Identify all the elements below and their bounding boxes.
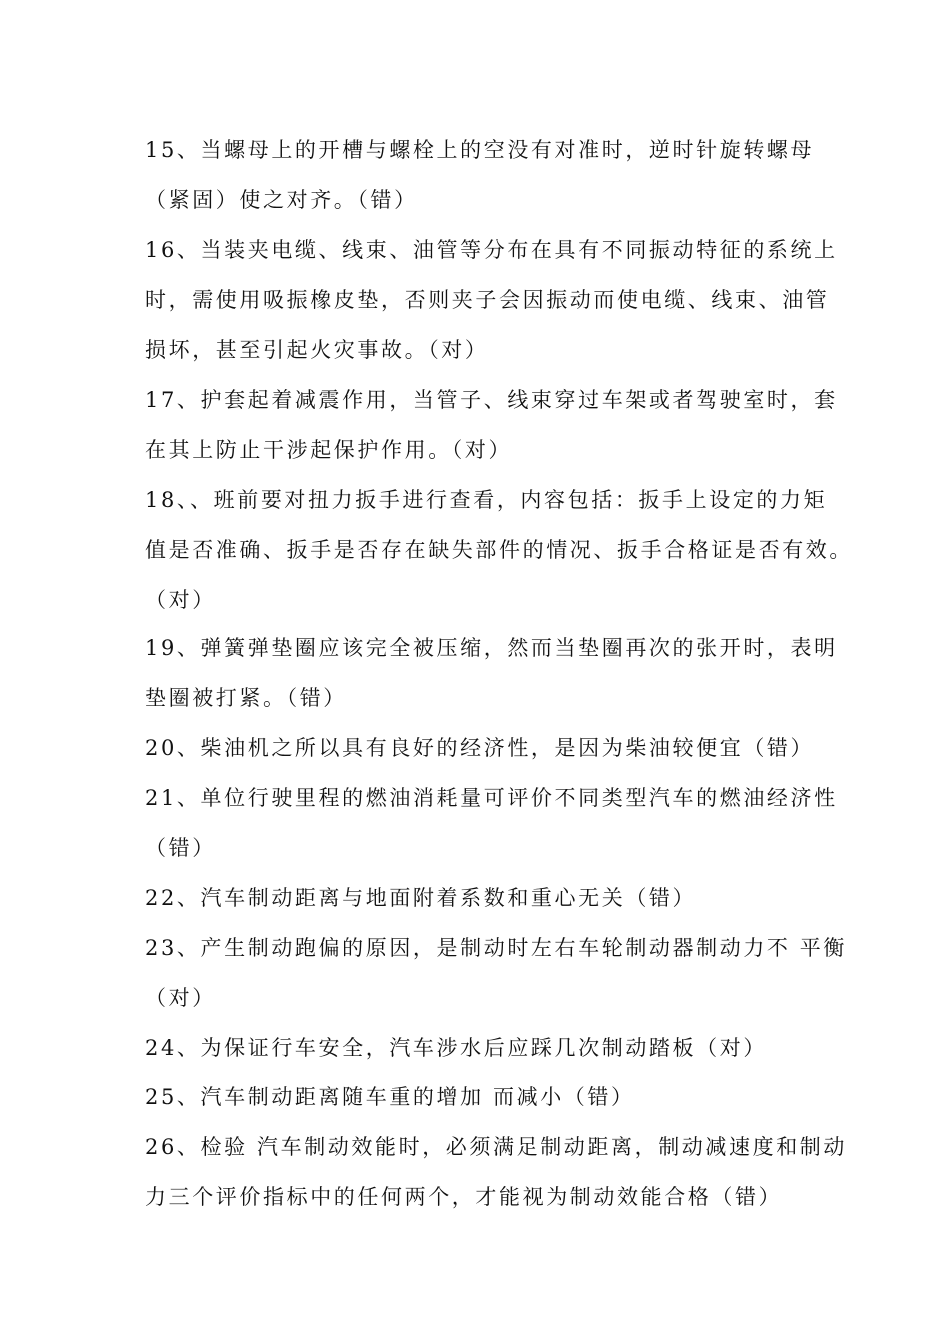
text-line-q19-2: 垫圈被打紧。（错） bbox=[145, 686, 347, 710]
text-line-q23-1: 23、产生制动跑偏的原因，是制动时左右车轮制动器制动力不 平衡 bbox=[145, 936, 847, 960]
text-line-q16-2: 时，需使用吸振橡皮垫，否则夹子会因振动而使电缆、线束、油管 bbox=[145, 288, 830, 312]
text-line-q15-2: （紧固）使之对齐。（错） bbox=[145, 188, 418, 212]
text-line-q24: 24、为保证行车安全，汽车涉水后应踩几次制动踏板（对） bbox=[145, 1036, 767, 1060]
text-line-q18-3: （对） bbox=[145, 588, 216, 612]
text-line-q18-1: 18、、班前要对扭力扳手进行查看，内容包括：扳手上设定的力矩 bbox=[145, 488, 828, 512]
text-line-q20: 20、柴油机之所以具有良好的经济性，是因为柴油较便宜（错） bbox=[145, 736, 815, 760]
text-line-q16-3: 损坏，甚至引起火灾事故。（对） bbox=[145, 338, 489, 362]
text-line-q17-2: 在其上防止干涉起保护作用。（对） bbox=[145, 438, 513, 462]
text-line-q15-1: 15、当螺母上的开槽与螺栓上的空没有对准时，逆时针旋转螺母 bbox=[145, 138, 815, 162]
text-line-q23-2: （对） bbox=[145, 986, 216, 1010]
text-line-q18-2: 值是否准确、扳手是否存在缺失部件的情况、扳手合格证是否有效。 bbox=[145, 538, 853, 562]
text-line-q25: 25、汽车制动距离随车重的增加 而减小（错） bbox=[145, 1085, 635, 1109]
text-line-q19-1: 19、弹簧弹垫圈应该完全被压缩，然而当垫圈再次的张开时，表明 bbox=[145, 636, 838, 660]
text-line-q16-1: 16、当装夹电缆、线束、油管等分布在具有不同振动特征的系统上 bbox=[145, 238, 838, 262]
text-line-q17-1: 17、护套起着减震作用，当管子、线束穿过车架或者驾驶室时，套 bbox=[145, 388, 838, 412]
text-line-q26-2: 力三个评价指标中的任何两个，才能视为制动效能合格（错） bbox=[145, 1185, 783, 1209]
text-line-q22: 22、汽车制动距离与地面附着系数和重心无关（错） bbox=[145, 886, 697, 910]
text-line-q26-1: 26、检验 汽车制动效能时，必须满足制动距离，制动减速度和制动 bbox=[145, 1135, 847, 1159]
text-line-q21-1: 21、单位行驶里程的燃油消耗量可评价不同类型汽车的燃油经济性 bbox=[145, 786, 838, 810]
text-line-q21-2: （错） bbox=[145, 836, 216, 860]
